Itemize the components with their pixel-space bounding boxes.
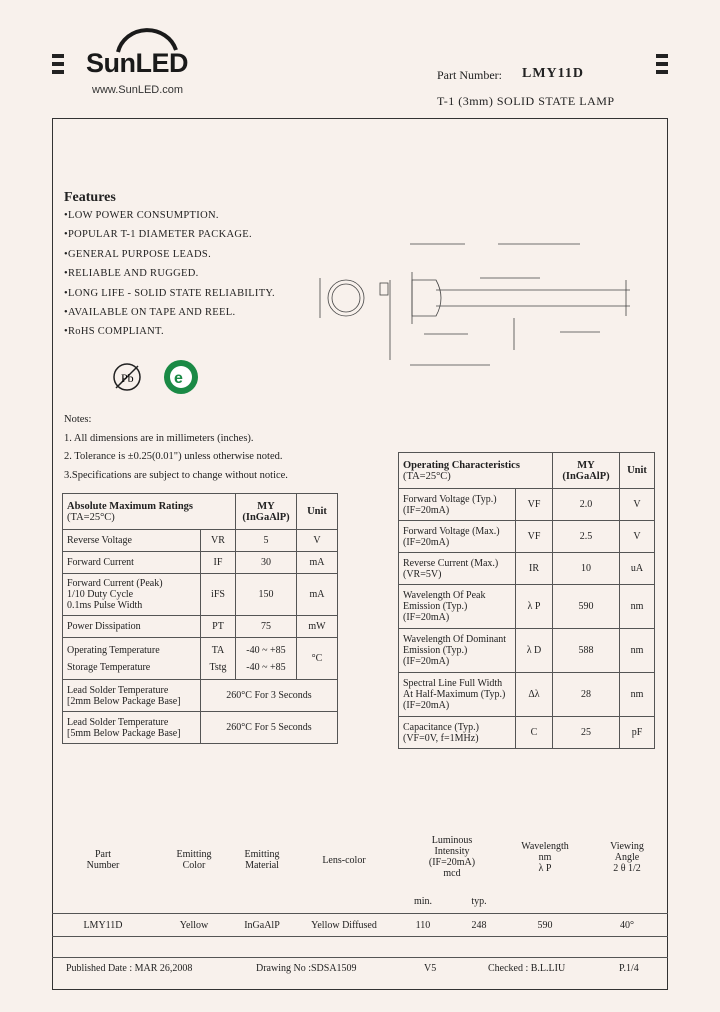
unit-cell: V (620, 489, 655, 521)
checked-by: Checked : B.L.LIU (488, 963, 566, 974)
row-angle: 40° (620, 920, 634, 931)
published-date: Published Date : MAR 26,2008 (66, 963, 193, 974)
param-cell (63, 574, 201, 616)
subtitle: T-1 (3mm) SOLID STATE LAMP (437, 94, 615, 108)
table-title: Operating Characteristics (403, 459, 520, 471)
value-cell: 260°C For 5 Seconds (201, 712, 338, 744)
value-cell: 150 (236, 574, 297, 616)
symbol-cell: IR (516, 553, 553, 585)
h-emitting-color (164, 849, 224, 871)
col-my-sub: (InGaAlP) (242, 511, 290, 523)
h-line: Luminous (431, 835, 473, 846)
row-min: 110 (415, 920, 431, 931)
h-line: Material (245, 860, 279, 871)
rohs-e-icon (162, 358, 200, 396)
value-cell: 2.0 (553, 489, 620, 521)
param-line: Forward Current (Peak) (67, 578, 163, 589)
h-viewing-angle (598, 841, 656, 874)
param-cell (63, 680, 201, 712)
table-header-row (63, 494, 338, 530)
param-cell (399, 489, 516, 521)
h-luminous-intensity (412, 835, 492, 879)
param-line: [2mm Below Package Base] (67, 695, 181, 707)
symbol-cell: C (516, 717, 553, 749)
row-color: Yellow (179, 920, 209, 931)
note-item: 2. Tolerance is ±0.25(0.01") unless otherwise noted. (64, 451, 283, 462)
table-row (399, 629, 655, 673)
value-cell: 590 (553, 585, 620, 629)
param-line: (IF=20mA) (403, 700, 450, 711)
divider (52, 913, 668, 914)
table-title-sub: (TA=25°C) (403, 470, 451, 482)
param-cell: Reverse Voltage (63, 530, 201, 552)
divider (52, 957, 668, 958)
feature-item: •RELIABLE AND RUGGED. (64, 268, 199, 280)
note-item: 1. All dimensions are in millimeters (inches). (64, 432, 254, 444)
param-line: Storage Temperature (67, 661, 151, 673)
divider (52, 936, 668, 937)
table-row (63, 574, 338, 616)
unit-cell: V (297, 530, 338, 552)
h-line: (IF=20mA) (428, 857, 476, 868)
h-line: 2 θ 1/2 (613, 863, 641, 874)
symbol-cell: λ D (516, 629, 553, 673)
col-my (553, 453, 620, 489)
table-row (399, 673, 655, 717)
product-subheader (52, 896, 668, 910)
unit-cell: mA (297, 552, 338, 574)
param-line: Emission (Typ.) (403, 645, 468, 656)
website: www.SunLED.com (92, 84, 184, 96)
notes-title: Notes: (64, 414, 92, 425)
h-line: Wavelength (521, 841, 569, 852)
table-row (399, 521, 655, 553)
symbol-cell (201, 638, 236, 680)
logo: SunLED (86, 48, 188, 78)
param-line: Reverse Current (Max.) (403, 557, 499, 569)
value-cell: 75 (236, 616, 297, 638)
h-line: Number (86, 860, 120, 871)
col-my-sub: (InGaAlP) (562, 470, 610, 482)
unit-cell: nm (620, 585, 655, 629)
param-line: Forward Voltage (Typ.) (403, 493, 497, 505)
part-number: LMY11D (522, 66, 584, 81)
table-title-cell (63, 494, 236, 530)
value-cell: 260°C For 3 Seconds (201, 680, 338, 712)
pb-free-icon (110, 360, 144, 394)
symbol-cell: iFS (201, 574, 236, 616)
row-wave: 590 (537, 920, 553, 931)
param-cell (399, 629, 516, 673)
param-line: 1/10 Duty Cycle (67, 589, 134, 600)
row-material: InGaAlP (244, 920, 280, 931)
version: V5 (424, 963, 437, 974)
notes (64, 414, 288, 488)
unit-cell: V (620, 521, 655, 553)
symbol-cell: IF (201, 552, 236, 574)
h-line: Intensity (434, 846, 470, 857)
table-header-row (399, 453, 655, 489)
row-typ: 248 (471, 920, 487, 931)
table-row (399, 489, 655, 521)
feature-item: •RoHS COMPLIANT. (64, 326, 164, 338)
drawing-no: Drawing No :SDSA1509 (256, 963, 357, 974)
table-row (63, 616, 338, 638)
value-cell: 588 (553, 629, 620, 673)
unit-cell: mW (297, 616, 338, 638)
unit-cell: uA (620, 553, 655, 585)
value-cell (236, 638, 297, 680)
h-part (72, 849, 134, 871)
left-bars-decoration (52, 54, 64, 78)
col-unit: Unit (620, 453, 655, 489)
row-part: LMY11D (83, 920, 123, 931)
param-line: 0.1ms Pulse Width (67, 600, 143, 611)
symbol-cell: Δλ (516, 673, 553, 717)
table-row (63, 638, 338, 680)
table-row (63, 680, 338, 712)
symbol-line: TA (211, 644, 225, 656)
param-line: (IF=20mA) (403, 536, 450, 548)
param-line: At Half-Maximum (Typ.) (403, 689, 506, 700)
symbol-cell: VF (516, 489, 553, 521)
feature-item: •LONG LIFE - SOLID STATE RELIABILITY. (64, 287, 275, 299)
param-line: [5mm Below Package Base] (67, 727, 181, 739)
col-my-label: MY (257, 500, 275, 512)
value-cell: 5 (236, 530, 297, 552)
table-title: Absolute Maximum Ratings (67, 500, 194, 512)
value-cell: 2.5 (553, 521, 620, 553)
symbol-line: Tstg (209, 661, 227, 673)
unit-cell: pF (620, 717, 655, 749)
table-row (399, 553, 655, 585)
feature-item: •AVAILABLE ON TAPE AND REEL. (64, 306, 236, 318)
param-cell (399, 585, 516, 629)
param-line: (IF=20mA) (403, 656, 450, 667)
product-table-header (52, 835, 668, 895)
h-line: nm (538, 852, 552, 863)
h-emitting-material (232, 849, 292, 871)
unit-cell: mA (297, 574, 338, 616)
col-my-label: MY (577, 459, 595, 471)
unit-cell: °C (297, 638, 338, 680)
param-cell (399, 521, 516, 553)
unit-cell: nm (620, 629, 655, 673)
pb-badge-text: Pb (121, 371, 134, 385)
features-title: Features (64, 190, 116, 205)
rohs-e-text: e (174, 370, 183, 387)
param-line: Lead Solder Temperature (67, 716, 169, 728)
table-row (63, 712, 338, 744)
col-unit: Unit (297, 494, 338, 530)
table-row (63, 552, 338, 574)
package-dimension-drawing (300, 220, 650, 380)
param-cell: Power Dissipation (63, 616, 201, 638)
value-cell: 30 (236, 552, 297, 574)
absolute-max-ratings-table (62, 493, 338, 744)
feature-item: •POPULAR T-1 DIAMETER PACKAGE. (64, 229, 252, 241)
h-line: mcd (443, 868, 461, 879)
h-line: Emitting (244, 849, 280, 860)
h-line: Emitting (176, 849, 212, 860)
param-cell: Forward Current (63, 552, 201, 574)
param-line: (IF=20mA) (403, 612, 450, 623)
param-cell (63, 638, 201, 680)
h-typ: typ. (471, 896, 487, 907)
param-line: Lead Solder Temperature (67, 684, 169, 696)
feature-item: •LOW POWER CONSUMPTION. (64, 210, 219, 221)
features-list (64, 210, 275, 346)
value-line: -40 ~ +85 (246, 661, 286, 673)
param-line: (IF=20mA) (403, 504, 450, 516)
feature-item: •GENERAL PURPOSE LEADS. (64, 248, 211, 260)
h-line: λ P (538, 863, 552, 874)
symbol-cell: λ P (516, 585, 553, 629)
h-line: Color (182, 860, 206, 871)
operating-characteristics-table (398, 452, 655, 749)
h-line: Viewing (610, 841, 644, 852)
h-lens-color: Lens-color (322, 855, 366, 866)
table-row (63, 530, 338, 552)
value-line: -40 ~ +85 (246, 644, 286, 656)
row-lens: Yellow Diffused (311, 920, 377, 931)
table-row (399, 717, 655, 749)
h-line: Part (94, 849, 112, 860)
symbol-cell: VR (201, 530, 236, 552)
h-line: Angle (614, 852, 640, 863)
param-line: Spectral Line Full Width (403, 678, 503, 689)
table-title-sub: (TA=25°C) (67, 511, 115, 523)
param-line: Capacitance (Typ.) (403, 721, 479, 733)
unit-cell: nm (620, 673, 655, 717)
param-line: Forward Voltage (Max.) (403, 525, 500, 537)
value-cell: 28 (553, 673, 620, 717)
param-cell (399, 553, 516, 585)
param-line: Operating Temperature (67, 644, 160, 656)
param-line: (VF=0V, f=1MHz) (403, 732, 479, 744)
col-my (236, 494, 297, 530)
table-title-cell (399, 453, 553, 489)
symbol-cell: VF (516, 521, 553, 553)
h-min: min. (413, 896, 433, 907)
param-line: Emission (Typ.) (403, 601, 468, 612)
param-cell (399, 717, 516, 749)
note-item: 3.Specifications are subject to change without notice. (64, 469, 288, 481)
h-wavelength (512, 841, 578, 874)
param-cell (63, 712, 201, 744)
param-cell (399, 673, 516, 717)
param-line: (VR=5V) (403, 568, 442, 580)
page-number: P.1/4 (619, 963, 639, 974)
value-cell: 25 (553, 717, 620, 749)
param-line: Wavelength Of Dominant (403, 634, 507, 645)
part-number-label: Part Number: (437, 68, 502, 82)
right-bars-decoration (656, 54, 668, 78)
param-line: Wavelength Of Peak (403, 590, 486, 601)
symbol-cell: PT (201, 616, 236, 638)
table-row (399, 585, 655, 629)
table-row (52, 920, 668, 934)
value-cell: 10 (553, 553, 620, 585)
